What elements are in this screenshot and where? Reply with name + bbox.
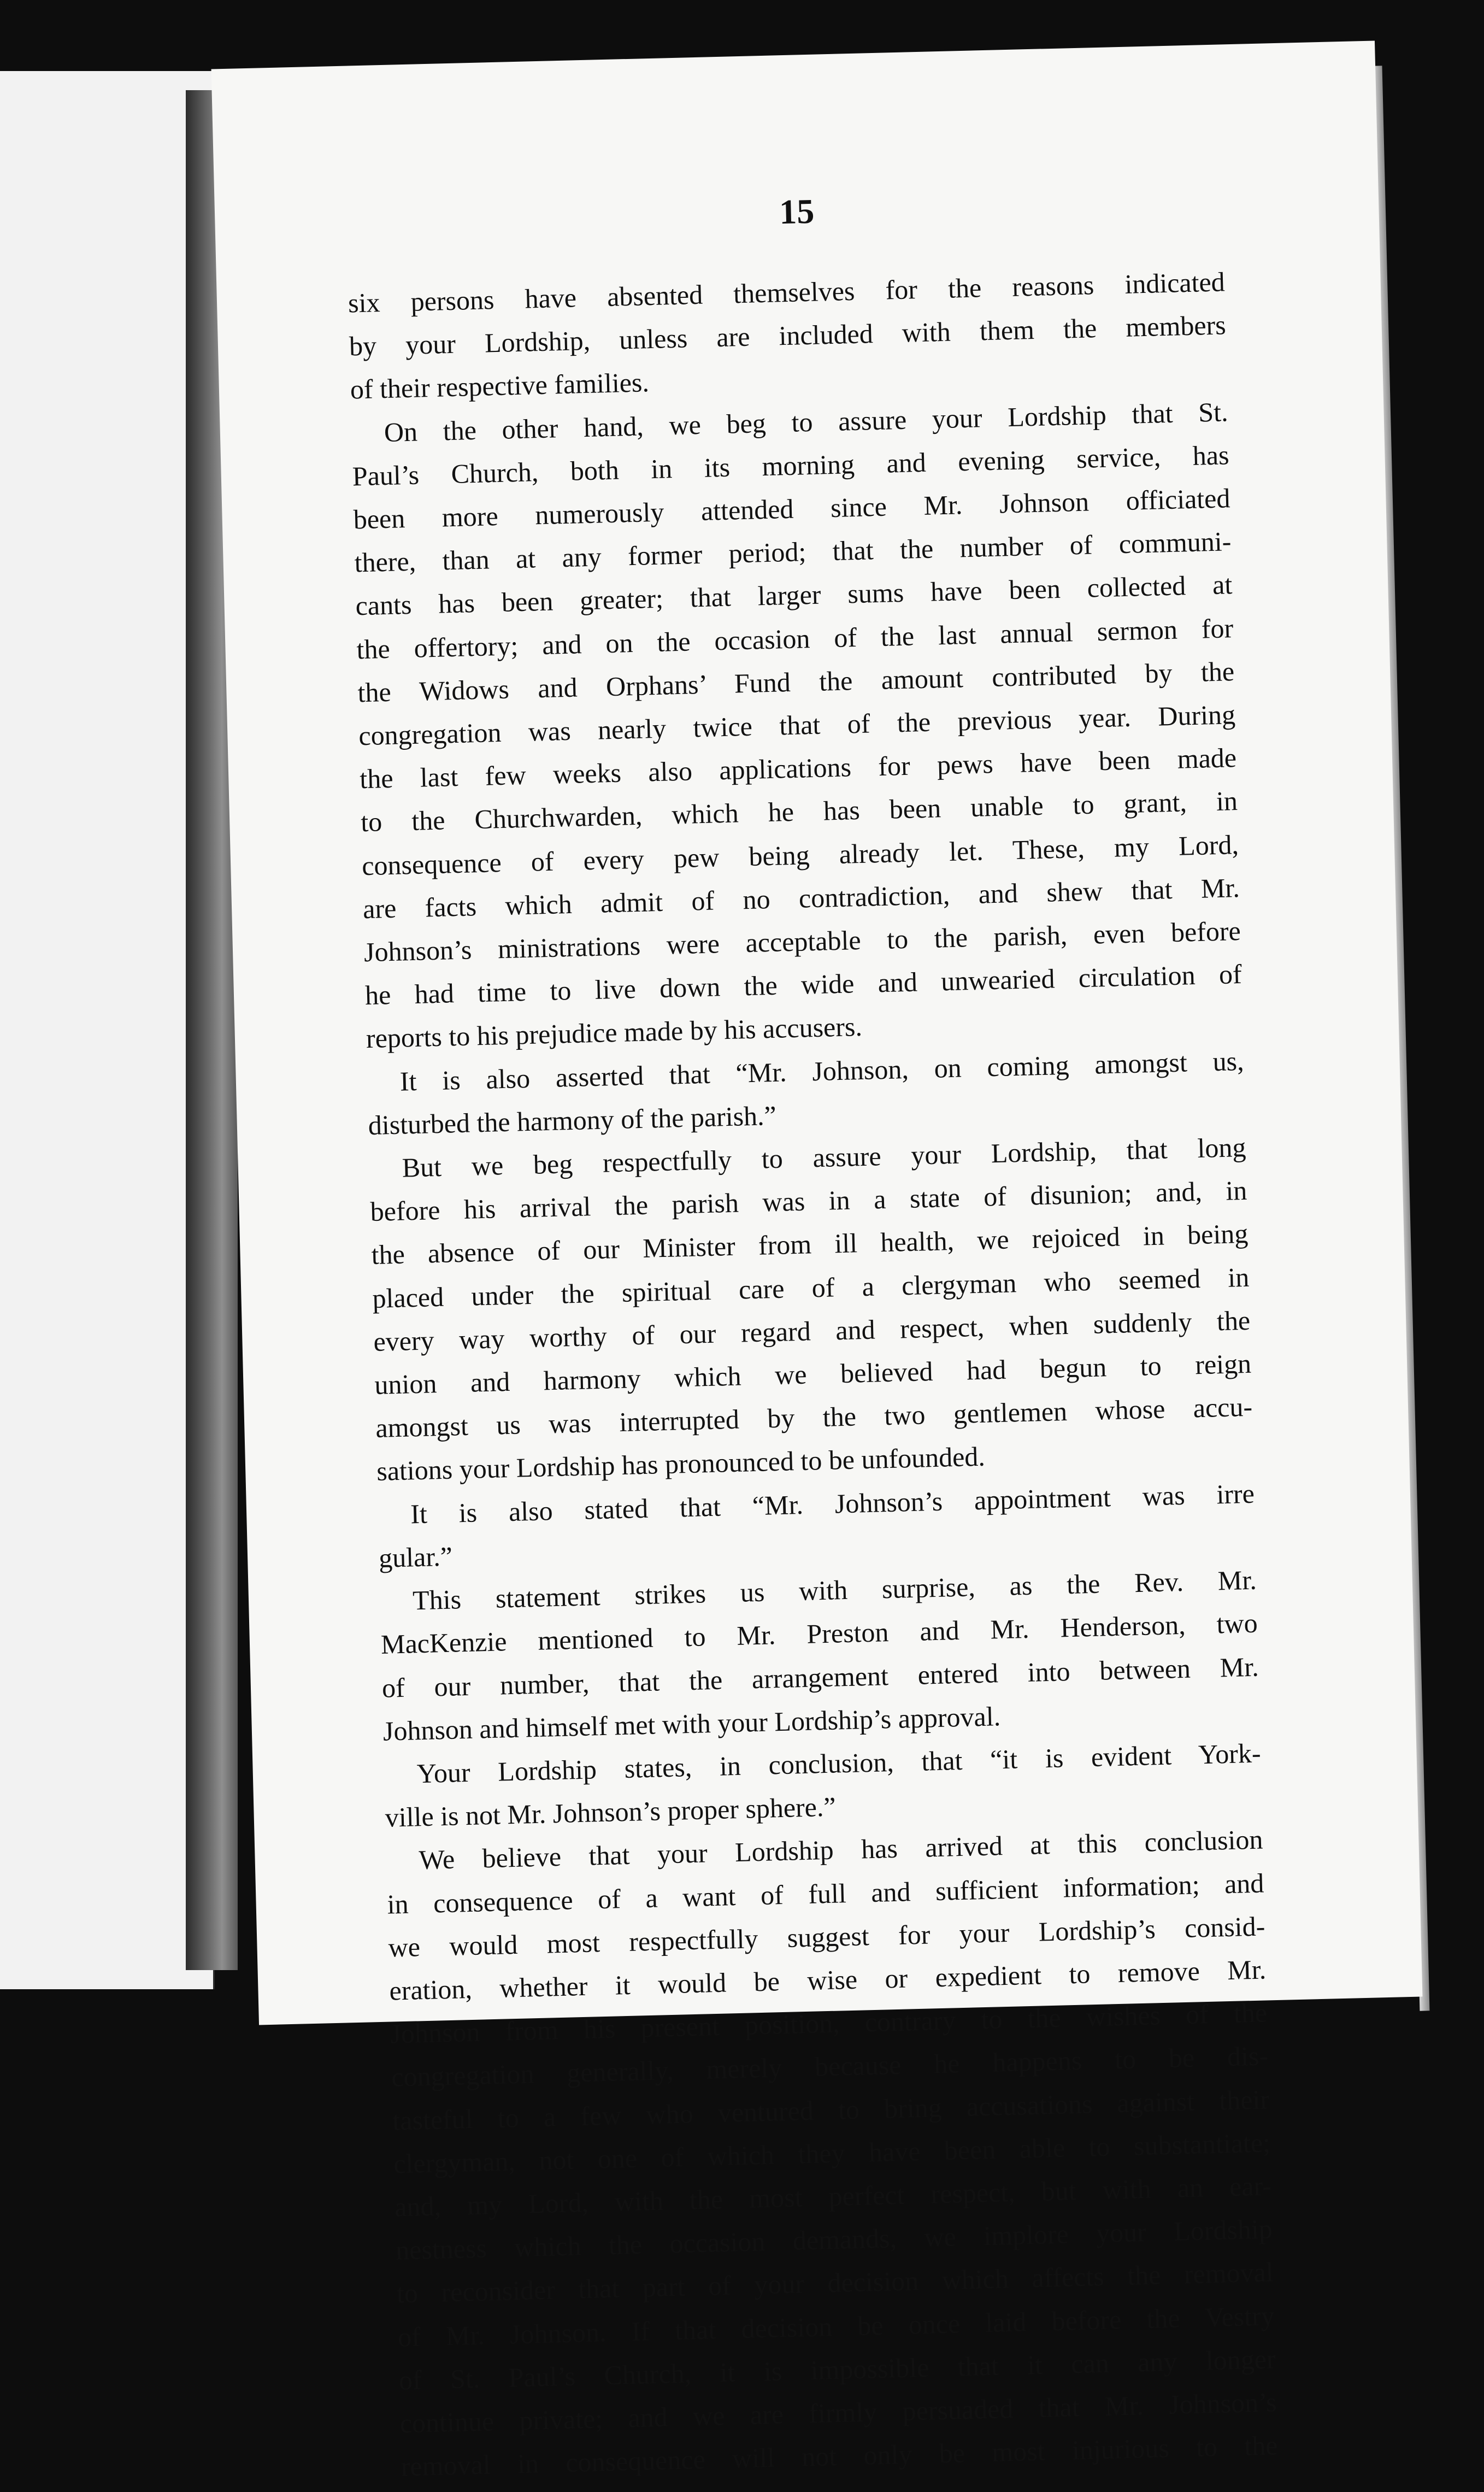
text-line: amongst us was interrupted by the two gentlemen whose accu- <box>375 1391 1253 1444</box>
text-line: gular.” <box>378 1541 453 1573</box>
text-line: of Mr. Johnson. If that decision be once laid before the Vestry <box>397 2300 1275 2352</box>
text-line: we would most respectfully suggest for your Lordship’s consid- <box>387 1911 1265 1963</box>
text-line: eration, whether it would be wise or expedient to remove Mr. <box>388 1954 1267 2006</box>
text-line: Johnson’s ministrations were acceptable to the parish, even before <box>363 915 1241 968</box>
text-line: It is also asserted that “Mr. Johnson, on coming amongst us, <box>399 1045 1245 1097</box>
text-line: union and harmony which we believed had begun to reign <box>374 1348 1252 1401</box>
text-line: removal in consequence will not only be most injurious to the <box>401 2430 1279 2482</box>
text-line: We believe that your Lordship has arrived at this conclusion <box>419 1824 1263 1876</box>
text-line: clergyman, not one of which they have been able to substantiate; <box>393 2127 1271 2179</box>
text-line: of our number, that the arrangement entered into between Mr. <box>381 1651 1259 1703</box>
text-line: by your Lordship, unless are included with them the members <box>349 309 1227 362</box>
document-page <box>211 41 1423 2482</box>
text-line: the last few weeks also applications for pews have been made <box>359 742 1237 795</box>
text-line: It is also stated that “Mr. Johnson’s appointment was irre <box>410 1478 1255 1530</box>
text-line: But we beg respectfully to assure your Lordship, that long <box>402 1131 1247 1183</box>
text-line: are facts which admit of no contradiction, and shew that Mr. <box>362 872 1240 925</box>
body-text <box>348 260 1278 2488</box>
text-line: of their respective families. <box>350 367 650 405</box>
page-number: 15 <box>779 191 815 232</box>
text-line: in consequence of a want of full and sufficient information; and <box>387 1867 1264 1920</box>
text-line: ville is not Mr. Johnson’s proper sphere.” <box>385 1791 837 1833</box>
text-line: and, my Lord, with the most perfect respect, but with an ear- <box>394 2170 1272 2223</box>
text-line: he had time to live down the wide and unwearied circulation of <box>364 959 1242 1011</box>
text-line: disturbed the harmony of the parish.” <box>368 1100 777 1141</box>
text-line: the Widows and Orphans’ Fund the amount contributed by the <box>357 655 1235 708</box>
text-line: cants has been greater; that larger sums have been collected at <box>355 569 1233 621</box>
text-line: every way worthy of our regard and respect, when suddenly the <box>373 1304 1251 1357</box>
text-line: the absence of our Minister from ill health, we rejoiced in being <box>371 1218 1249 1271</box>
text-line: the offertory; and on the occasion of the last annual sermon for <box>356 612 1234 665</box>
text-line: This statement strikes us with surprise, as the Rev. Mr. <box>412 1564 1257 1616</box>
text-line: of St. Paul’s Church, it is impossible that it can any longer <box>398 2343 1276 2396</box>
text-line: there, than at any former period; that the number of communi- <box>354 526 1232 578</box>
text-line: placed under the spiritual care of a clergyman who seemed in <box>372 1261 1250 1314</box>
text-line: consequence of every pew being already let. These, my Lord, <box>361 828 1239 881</box>
text-line: Johnson from his present position, contrary to the wishes of the <box>390 1997 1268 2049</box>
text-line: congregation generally, merely because he happens to be dis- <box>391 2040 1269 2093</box>
text-line: to the Churchwarden, which he has been unable to grant, in <box>360 785 1238 838</box>
text-line: On the other hand, we beg to assure your Lordship that St. <box>384 396 1229 448</box>
text-line: six persons have absented themselves for the reasons indicated <box>348 266 1226 319</box>
text-line: Your Lordship states, in conclusion, that “it is evident York- <box>416 1737 1262 1789</box>
text-line: tasteful to a few who ventured to bring accusations against their <box>392 2083 1270 2136</box>
text-line: nestness which the occasion demands, we implore your Lordship <box>395 2213 1273 2266</box>
text-line: been more numerously attended since Mr. Johnson officiated <box>353 483 1230 535</box>
text-line: to reconsider that part of your decision which affects the removal <box>396 2256 1274 2309</box>
text-line: continue private; and we are firmly persuaded that Mr. Johnson’s <box>399 2387 1277 2439</box>
text-line: Paul’s Church, both in its morning and evening service, has <box>352 439 1230 492</box>
text-line: before his arrival the parish was in a state of disunion; and, in <box>370 1175 1247 1227</box>
text-line: congregation was nearly twice that of the previous year. During <box>358 699 1236 751</box>
text-line: MacKenzie mentioned to Mr. Preston and Mr. Henderson, two <box>380 1607 1258 1660</box>
text-line: reports to his prejudice made by his accusers. <box>366 1011 863 1054</box>
text-line: Johnson and himself met with your Lordship’s approval. <box>382 1700 1001 1747</box>
text-line: sations your Lordship has pronounced to be unfounded. <box>376 1441 986 1487</box>
facing-page <box>0 71 215 1989</box>
